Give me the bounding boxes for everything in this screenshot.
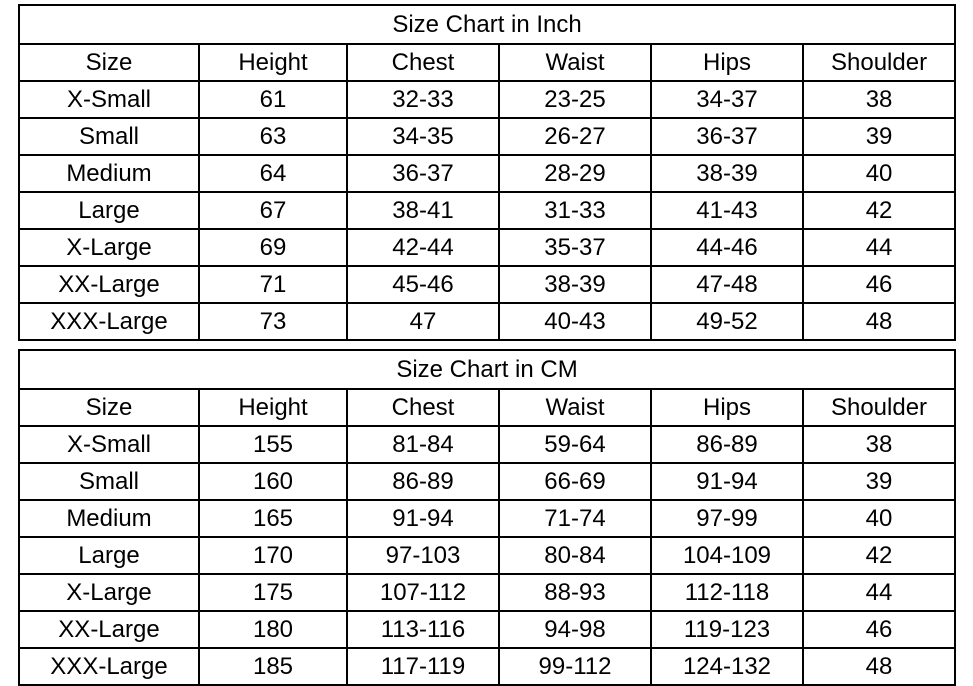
cell-waist: 88-93 xyxy=(499,574,651,611)
cell-height: 71 xyxy=(199,266,347,303)
cell-shoulder: 48 xyxy=(803,648,955,685)
table-row xyxy=(19,192,955,229)
cell-waist: 80-84 xyxy=(499,537,651,574)
cell-chest: 107-112 xyxy=(347,574,499,611)
cell-shoulder: 38 xyxy=(803,81,955,118)
table-title-row xyxy=(19,350,955,389)
cell-hips: 104-109 xyxy=(651,537,803,574)
cell-hips: 38-39 xyxy=(651,155,803,192)
cell-height: 73 xyxy=(199,303,347,340)
table-header-row xyxy=(19,44,955,81)
cell-height: 165 xyxy=(199,500,347,537)
cell-shoulder: 40 xyxy=(803,155,955,192)
column-header-chest: Chest xyxy=(347,44,499,81)
cell-size: XXX-Large xyxy=(19,303,199,340)
cell-height: 69 xyxy=(199,229,347,266)
cell-chest: 38-41 xyxy=(347,192,499,229)
table-row xyxy=(19,648,955,685)
cell-chest: 45-46 xyxy=(347,266,499,303)
table-row xyxy=(19,463,955,500)
cell-shoulder: 46 xyxy=(803,266,955,303)
cell-hips: 41-43 xyxy=(651,192,803,229)
cell-height: 155 xyxy=(199,426,347,463)
column-header-size: Size xyxy=(19,389,199,426)
size-chart-cm-table xyxy=(18,349,956,686)
table-row xyxy=(19,266,955,303)
cell-waist: 94-98 xyxy=(499,611,651,648)
cell-hips: 112-118 xyxy=(651,574,803,611)
cell-height: 67 xyxy=(199,192,347,229)
cell-waist: 28-29 xyxy=(499,155,651,192)
cell-size: X-Large xyxy=(19,574,199,611)
size-chart-inch-block xyxy=(18,4,954,341)
cell-shoulder: 44 xyxy=(803,229,955,266)
table-row xyxy=(19,229,955,266)
table-row xyxy=(19,155,955,192)
cell-size: Large xyxy=(19,192,199,229)
cell-shoulder: 48 xyxy=(803,303,955,340)
column-header-shoulder: Shoulder xyxy=(803,389,955,426)
cell-size: X-Large xyxy=(19,229,199,266)
cell-size: Small xyxy=(19,118,199,155)
table-row xyxy=(19,303,955,340)
cell-size: Large xyxy=(19,537,199,574)
cell-hips: 91-94 xyxy=(651,463,803,500)
cell-waist: 23-25 xyxy=(499,81,651,118)
cell-hips: 86-89 xyxy=(651,426,803,463)
table-row xyxy=(19,81,955,118)
cell-chest: 32-33 xyxy=(347,81,499,118)
cell-size: XX-Large xyxy=(19,611,199,648)
table-row xyxy=(19,426,955,463)
column-header-height: Height xyxy=(199,44,347,81)
cell-chest: 34-35 xyxy=(347,118,499,155)
table-title: Size Chart in CM xyxy=(19,350,955,389)
column-header-waist: Waist xyxy=(499,44,651,81)
cell-shoulder: 44 xyxy=(803,574,955,611)
cell-height: 185 xyxy=(199,648,347,685)
table-title: Size Chart in Inch xyxy=(19,5,955,44)
cell-height: 160 xyxy=(199,463,347,500)
cell-size: Medium xyxy=(19,500,199,537)
column-header-waist: Waist xyxy=(499,389,651,426)
cell-size: X-Small xyxy=(19,426,199,463)
table-title-row xyxy=(19,5,955,44)
table-row xyxy=(19,500,955,537)
cell-size: XXX-Large xyxy=(19,648,199,685)
table-header-row xyxy=(19,389,955,426)
cell-shoulder: 42 xyxy=(803,192,955,229)
cell-chest: 113-116 xyxy=(347,611,499,648)
cell-chest: 91-94 xyxy=(347,500,499,537)
cell-hips: 47-48 xyxy=(651,266,803,303)
cell-waist: 40-43 xyxy=(499,303,651,340)
cell-hips: 119-123 xyxy=(651,611,803,648)
cell-size: XX-Large xyxy=(19,266,199,303)
cell-shoulder: 46 xyxy=(803,611,955,648)
column-header-hips: Hips xyxy=(651,389,803,426)
table-row xyxy=(19,611,955,648)
table-row xyxy=(19,537,955,574)
column-header-hips: Hips xyxy=(651,44,803,81)
cell-hips: 97-99 xyxy=(651,500,803,537)
size-chart-inch-table xyxy=(18,4,956,341)
cell-chest: 47 xyxy=(347,303,499,340)
cell-chest: 97-103 xyxy=(347,537,499,574)
cell-height: 63 xyxy=(199,118,347,155)
cell-chest: 86-89 xyxy=(347,463,499,500)
column-header-chest: Chest xyxy=(347,389,499,426)
cell-waist: 31-33 xyxy=(499,192,651,229)
column-header-shoulder: Shoulder xyxy=(803,44,955,81)
cell-chest: 81-84 xyxy=(347,426,499,463)
cell-waist: 66-69 xyxy=(499,463,651,500)
cell-height: 180 xyxy=(199,611,347,648)
cell-shoulder: 38 xyxy=(803,426,955,463)
cell-hips: 36-37 xyxy=(651,118,803,155)
cell-shoulder: 40 xyxy=(803,500,955,537)
table-row xyxy=(19,574,955,611)
cell-shoulder: 39 xyxy=(803,118,955,155)
cell-size: Medium xyxy=(19,155,199,192)
cell-waist: 59-64 xyxy=(499,426,651,463)
cell-shoulder: 39 xyxy=(803,463,955,500)
cell-size: X-Small xyxy=(19,81,199,118)
cell-waist: 35-37 xyxy=(499,229,651,266)
cell-hips: 34-37 xyxy=(651,81,803,118)
column-header-size: Size xyxy=(19,44,199,81)
cell-chest: 36-37 xyxy=(347,155,499,192)
cell-hips: 44-46 xyxy=(651,229,803,266)
cell-chest: 42-44 xyxy=(347,229,499,266)
cell-chest: 117-119 xyxy=(347,648,499,685)
cell-shoulder: 42 xyxy=(803,537,955,574)
cell-height: 170 xyxy=(199,537,347,574)
cell-height: 175 xyxy=(199,574,347,611)
cell-hips: 49-52 xyxy=(651,303,803,340)
table-row xyxy=(19,118,955,155)
column-header-height: Height xyxy=(199,389,347,426)
cell-waist: 26-27 xyxy=(499,118,651,155)
cell-height: 61 xyxy=(199,81,347,118)
cell-height: 64 xyxy=(199,155,347,192)
cell-waist: 71-74 xyxy=(499,500,651,537)
size-chart-cm-block xyxy=(18,349,954,686)
cell-size: Small xyxy=(19,463,199,500)
cell-waist: 99-112 xyxy=(499,648,651,685)
cell-hips: 124-132 xyxy=(651,648,803,685)
cell-waist: 38-39 xyxy=(499,266,651,303)
